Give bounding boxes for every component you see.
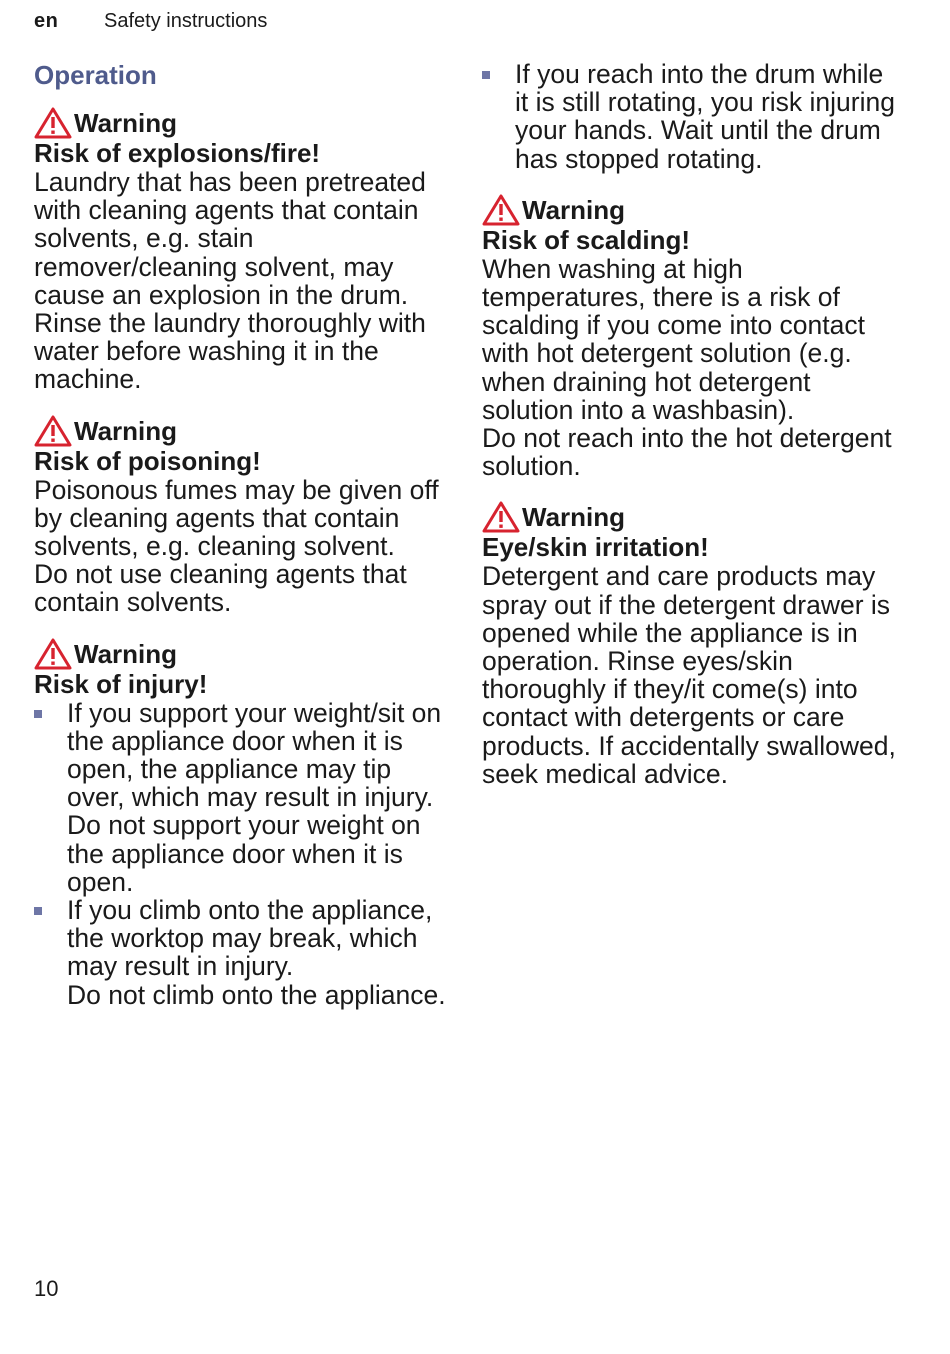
warning-irritation — [482, 502, 898, 788]
warning-explosion — [34, 108, 450, 394]
bullet-instruction: Do not climb onto the appliance. — [67, 979, 446, 1010]
warning-heading — [482, 502, 898, 532]
warning-label: Warning — [74, 415, 178, 446]
warning-heading — [34, 108, 450, 138]
square-bullet-icon — [34, 710, 42, 718]
square-bullet-icon — [34, 907, 42, 915]
warning-label: Warning — [522, 502, 626, 533]
warning-scalding — [482, 195, 898, 481]
warning-label: Warning — [74, 108, 178, 138]
list-item — [34, 896, 450, 1009]
warning-heading — [482, 195, 898, 225]
risk-title: Eye/skin irritation! — [482, 532, 709, 563]
warning-text: Poisonous fumes may be given off by cleaning agents that contain solvents, e.g. cleaning solvent. — [34, 474, 439, 562]
warning-text: When washing at high temperatures, there is a risk of scalding if you come into contact with hot detergent solution (e.g. when draining hot detergent solution into a washbasin). — [482, 253, 865, 425]
left-column — [34, 56, 450, 1031]
warning-injury — [34, 639, 450, 1009]
right-column — [482, 56, 898, 810]
warning-text: Laundry that has been pretreated with cleaning agents that contain solvents, e.g. stain remover/cleaning solvent, may cause an explosion in the drum. Rinse the laundry thoroughly with water before washing it in the machine. — [34, 167, 426, 395]
bullet-instruction: Do not support your weight on the appliance door when it is open. — [67, 810, 421, 897]
language-code: en — [34, 10, 59, 32]
header-title: Safety instructions — [104, 10, 268, 32]
warning-heading — [34, 416, 450, 446]
risk-title: Risk of scalding! — [482, 224, 691, 255]
page-number: 10 — [34, 1276, 59, 1301]
warning-poisoning — [34, 416, 450, 617]
risk-title: Risk of injury! — [34, 668, 208, 699]
bullet-text: If you climb onto the appliance, the worktop may break, which may result in injury. — [67, 895, 433, 982]
warning-triangle-icon — [34, 415, 72, 447]
warning-triangle-icon — [482, 194, 520, 226]
warning-triangle-icon — [34, 638, 72, 670]
warning-instruction: Do not reach into the hot detergent solution. — [482, 423, 892, 482]
square-bullet-icon — [482, 71, 490, 79]
bullet-list — [482, 60, 898, 173]
bullet-text: If you support your weight/sit on the appliance door when it is open, the appliance may tip over, which may result in injury. — [67, 697, 442, 813]
warning-label: Warning — [522, 194, 626, 225]
list-item — [34, 699, 450, 896]
warning-triangle-icon — [482, 501, 520, 533]
list-item — [482, 60, 898, 173]
bullet-list — [34, 699, 450, 1009]
warning-text: Detergent and care products may spray out if the detergent drawer is opened while the appliance is in operation. Rinse eyes/skin thoroughly if they/it come(s) into contact with detergents or care products. If accidentally swallowed, seek medical advice. — [482, 561, 896, 789]
bullet-text: If you reach into the drum while it is still rotating, you risk injuring your hands. Wait until the drum has stopped rotating. — [515, 59, 895, 174]
warning-injury-continued — [482, 60, 898, 173]
section-title: Operation — [34, 60, 157, 90]
warning-heading — [34, 639, 450, 669]
risk-title: Risk of explosions/fire! — [34, 138, 321, 168]
warning-label: Warning — [74, 638, 178, 669]
warning-triangle-icon — [34, 107, 72, 139]
risk-title: Risk of poisoning! — [34, 445, 261, 476]
warning-instruction: Do not use cleaning agents that contain solvents. — [34, 559, 407, 618]
